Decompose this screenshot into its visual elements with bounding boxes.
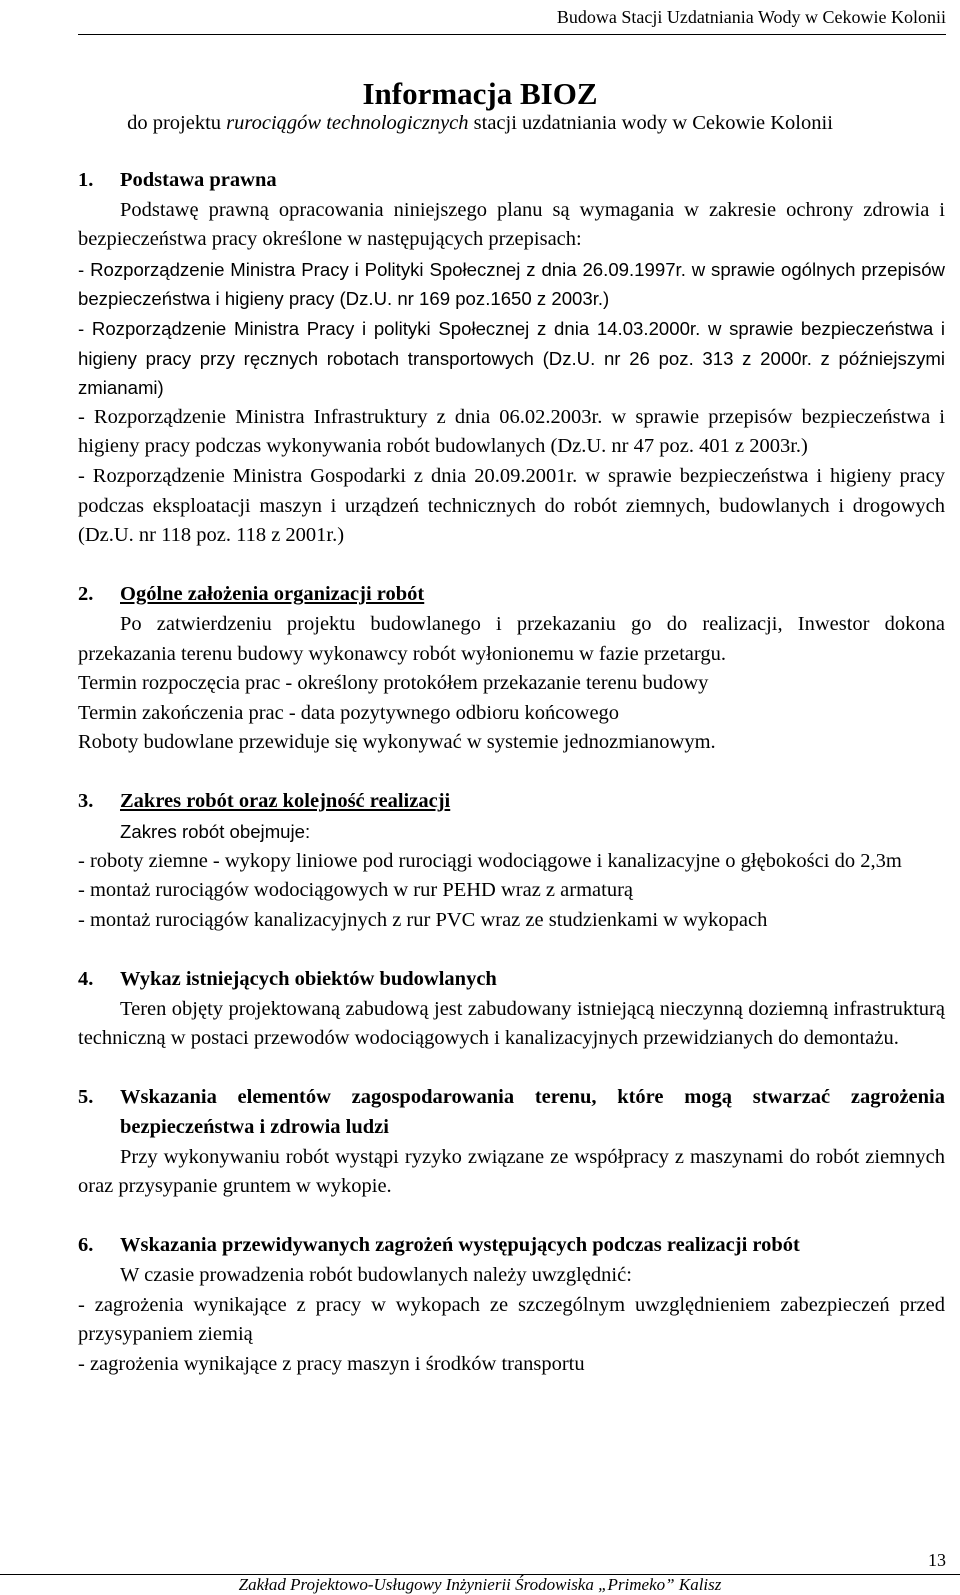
section-number: 5. xyxy=(78,1086,94,1109)
document-body xyxy=(78,166,945,1379)
section-number: 4. xyxy=(78,968,94,991)
page-footer xyxy=(0,1550,960,1593)
list-item: - zagrożenia wynikające z pracy w wykopach ze szczególnym uwzględnieniem zabezpieczeń przed przysypaniem ziemią xyxy=(78,1293,945,1346)
regulation-item: - Rozporządzenie Ministra Pracy i Polityki Społecznej z dnia 26.09.1997r. w sprawie ogólnych przepisów bezpieczeństwa i higieny pracy (Dz.U. nr 169 poz.1650 z 2003r.) xyxy=(78,258,945,310)
paragraph: Podstawę prawną opracowania niniejszego planu są wymagania w zakresie ochrony zdrowia i bezpieczeństwa pracy określone w następujących przepisach: xyxy=(78,198,945,251)
list-item: - zagrożenia wynikające z pracy maszyn i środków transportu xyxy=(78,1352,585,1375)
section-heading xyxy=(78,965,945,995)
section-heading xyxy=(78,1083,945,1142)
paragraph: Zakres robót obejmuje: xyxy=(120,821,311,843)
regulation-item: - Rozporządzenie Ministra Gospodarki z dnia 20.09.2001r. w sprawie bezpieczeństwa i higieny pracy podczas eksploatacji maszyn i urządzeń technicznych do robót ziemnych, budowlanych i drogowych (Dz.U. nr 118 poz. 118 z 2001r.) xyxy=(78,464,945,547)
section-heading xyxy=(78,166,945,196)
section-6 xyxy=(78,1231,945,1379)
section-title: Ogólne założenia organizacji robót xyxy=(120,583,425,606)
section-title: Wskazania przewidywanych zagrożeń występujących podczas realizacji robót xyxy=(120,1234,800,1257)
section-heading xyxy=(78,1231,945,1261)
section-1 xyxy=(78,166,945,551)
section-title: Wykaz istniejących obiektów budowlanych xyxy=(120,968,497,991)
page-number: 13 xyxy=(928,1550,946,1570)
subtitle-suffix: stacji uzdatniania wody w Cekowie Kolonii xyxy=(468,112,833,134)
paragraph: Po zatwierdzeniu projektu budowlanego i przekazaniu go do realizacji, Inwestor dokona przekazania terenu budowy wykonawcy robót wyłonionemu w fazie przetargu. xyxy=(78,612,945,665)
list-item: - roboty ziemne - wykopy liniowe pod rurociągi wodociągowe i kanalizacyjne o głębokości do 2,3m xyxy=(78,849,902,872)
paragraph: Termin zakończenia prac - data pozytywnego odbioru końcowego xyxy=(78,701,620,724)
list-item: - montaż rurociągów wodociągowych w rur PEHD wraz z armaturą xyxy=(78,879,634,902)
section-number: 2. xyxy=(78,583,94,606)
document-title: Informacja BIOZ xyxy=(362,76,598,111)
list-item: - montaż rurociągów kanalizacyjnych z rur PVC wraz ze studzienkami w wykopach xyxy=(78,908,768,931)
paragraph: Termin rozpoczęcia prac - określony protokółem przekazanie terenu budowy xyxy=(78,672,709,695)
section-title: Zakres robót oraz kolejność realizacji xyxy=(120,790,451,813)
paragraph: Roboty budowlane przewiduje się wykonywać w systemie jednozmianowym. xyxy=(78,731,716,754)
regulation-item: - Rozporządzenie Ministra Pracy i polityki Społecznej z dnia 14.03.2000r. w sprawie bezpieczeństwa i higieny pracy przy ręcznych robotach transportowych (Dz.U. nr 26 poz. 313 z 2000r. z późniejszymi zmianami) xyxy=(78,317,945,399)
section-2 xyxy=(78,580,945,758)
header-title: Budowa Stacji Uzdatniania Wody w Cekowie Kolonii xyxy=(556,7,946,27)
paragraph: Przy wykonywaniu robót wystąpi ryzyko związane ze współpracy z maszynami do robót ziemnych oraz przysypanie gruntem w wykopie. xyxy=(78,1145,945,1198)
subtitle-italic: rurociągów technologicznych xyxy=(226,112,469,134)
section-4 xyxy=(78,965,945,1054)
section-number: 6. xyxy=(78,1234,94,1257)
document-subtitle xyxy=(0,112,960,135)
paragraph: W czasie prowadzenia robót budowlanych należy uwzględnić: xyxy=(120,1263,632,1286)
section-number: 3. xyxy=(78,790,94,813)
section-title: Podstawa prawna xyxy=(120,169,277,191)
page-header xyxy=(0,0,960,40)
subtitle-prefix: do projektu xyxy=(127,112,227,134)
paragraph: Teren objęty projektowaną zabudową jest zabudowany istniejącą nieczynną doziemną infrastrukturą techniczną w postaci przewodów wodociągowych i kanalizacyjnych przewidzianych do demontażu. xyxy=(78,997,945,1050)
section-3 xyxy=(78,787,945,935)
header-rule xyxy=(78,34,946,35)
regulation-item: - Rozporządzenie Ministra Infrastruktury z dnia 06.02.2003r. w sprawie przepisów bezpieczeństwa i higieny pracy podczas wykonywania robót budowlanych (Dz.U. nr 47 poz. 401 z 2003r.) xyxy=(78,405,945,458)
section-heading xyxy=(78,787,945,817)
section-5 xyxy=(78,1083,945,1201)
section-title: Wskazania elementów zagospodarowania terenu, które mogą stwarzać zagrożenia bezpieczeństwa i zdrowia ludzi xyxy=(120,1086,945,1138)
section-number: 1. xyxy=(78,169,94,191)
section-heading xyxy=(78,580,945,610)
footer-company: Zakład Projektowo-Usługowy Inżynierii Środowiska „Primeko” Kalisz xyxy=(238,1575,722,1594)
